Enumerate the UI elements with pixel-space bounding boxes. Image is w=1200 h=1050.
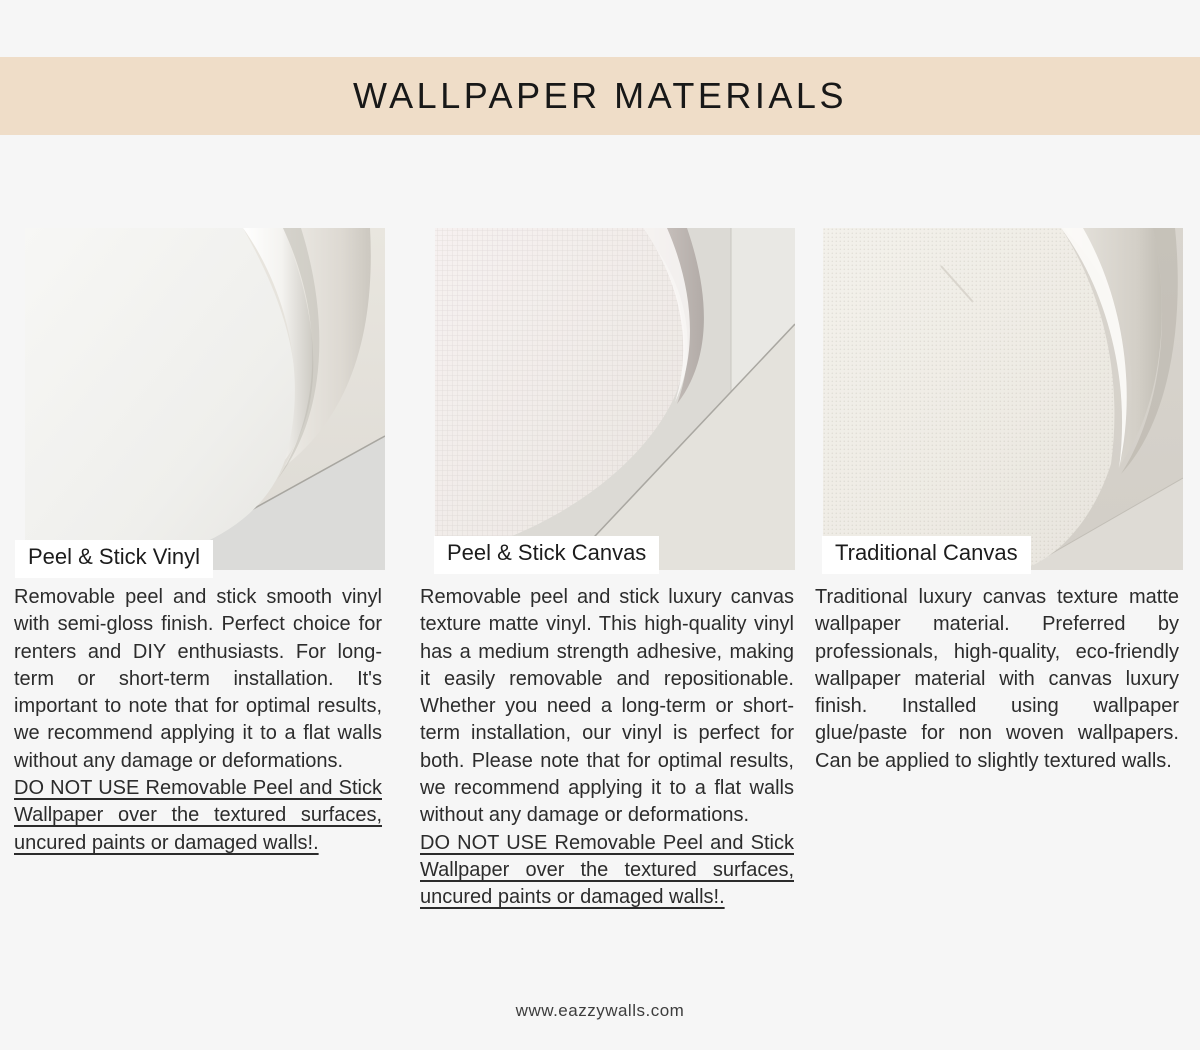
material-photo-vinyl — [25, 228, 385, 570]
material-textblock — [815, 584, 1179, 775]
material-label — [434, 536, 659, 574]
material-photo-traditional-canvas — [823, 228, 1183, 570]
footer-url: www.eazzywalls.com — [515, 1001, 685, 1020]
material-description: Traditional luxury canvas texture matte wallpaper material. Preferred by professionals, high-quality, eco-friendly wallpaper material with canvas luxury finish. Installed using wallpaper glue/paste for non woven wallpapers. Can be applied to slightly textured walls. — [815, 586, 1179, 772]
material-card-vinyl — [14, 228, 382, 854]
material-name: Traditional Canvas — [835, 540, 1018, 565]
material-name: Peel & Stick Vinyl — [28, 544, 201, 569]
material-name: Peel & Stick Canvas — [447, 540, 647, 565]
material-warning: DO NOT USE Removable Peel and Stick Wallpaper over the textured surfaces, uncured paints or damaged walls!. — [14, 777, 382, 854]
title-banner — [0, 57, 1200, 135]
material-description: Removable peel and stick luxury canvas texture matte vinyl. This high-quality vinyl has a medium strength adhesive, making it easily removable and repositionable. Whether you need a long-term or short-term installation, our vinyl is perfect for both. Please note that for optimal results, we recommend applying it to a flat walls without any damage or deformations. — [420, 586, 794, 827]
material-card-traditional-canvas — [815, 228, 1179, 772]
material-textblock — [14, 584, 382, 857]
page-title: WALLPAPER MATERIALS — [353, 75, 847, 116]
material-textblock — [420, 584, 794, 912]
material-label — [822, 536, 1031, 574]
vinyl-sample-image — [25, 228, 385, 570]
material-warning: DO NOT USE Removable Peel and Stick Wallpaper over the textured surfaces, uncured paints or damaged walls!. — [420, 831, 794, 909]
traditional-canvas-sample-image — [823, 228, 1183, 570]
material-description: Removable peel and stick smooth vinyl with semi-gloss finish. Perfect choice for renters and DIY enthusiasts. For long-term or short-term installation. It's important to note that for optimal results, we recommend applying it to a flat walls without any damage or deformations. — [14, 586, 382, 772]
peel-canvas-sample-image — [435, 228, 795, 570]
material-card-peel-canvas — [420, 228, 794, 909]
material-photo-peel-canvas — [435, 228, 795, 570]
material-label — [15, 540, 213, 578]
